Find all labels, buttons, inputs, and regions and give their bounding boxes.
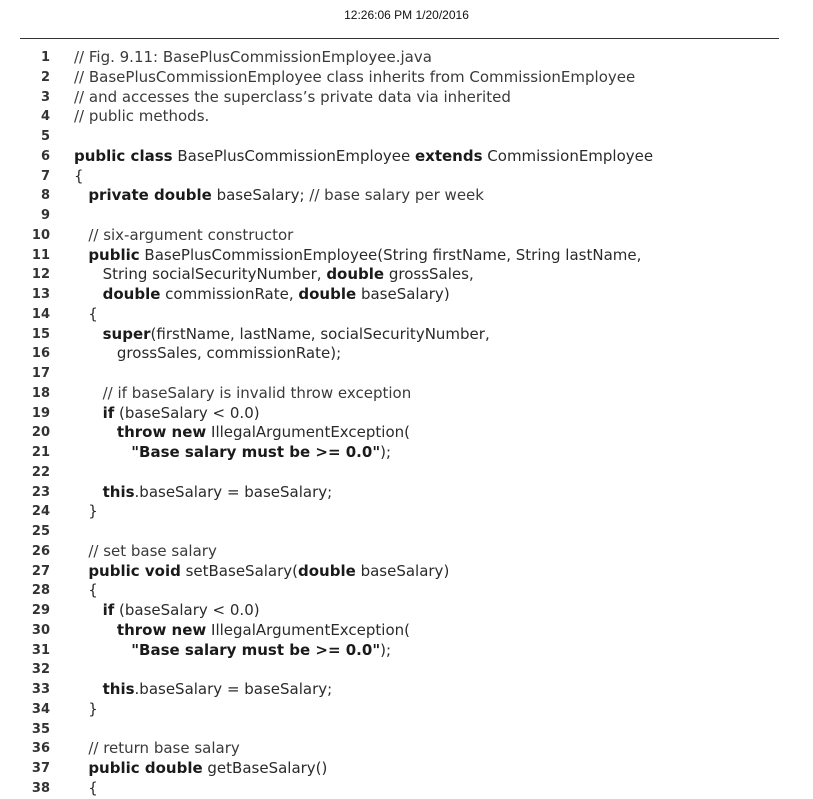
code-text [74,404,103,422]
code-text [74,226,88,244]
line-number: 22 [31,464,50,480]
page-timestamp: 12:26:06 PM 1/20/2016 [344,8,469,22]
line-code [74,542,217,562]
code-text: baseSalary) [356,285,450,303]
code-text: .baseSalary = baseSalary; [134,482,333,501]
code-text: { [74,166,84,185]
code-comment: // base salary per week [309,186,484,205]
line-number: 2 [40,69,50,85]
line-code [74,344,341,364]
code-line [0,680,813,700]
code-line [0,147,813,167]
code-text: ); [380,443,392,461]
code-text: .baseSalary = baseSalary; [134,680,333,698]
code-line [0,660,813,680]
line-number: 10 [31,227,50,243]
code-keyword: "Base salary must be >= 0.0" [131,443,381,461]
code-comment: // public methods. [74,107,210,126]
line-number: 6 [40,148,50,164]
line-code [74,226,293,246]
code-line [0,226,813,246]
line-code [74,562,449,582]
code-text: ); [380,640,392,659]
line-number: 18 [31,385,50,401]
line-code [74,601,260,621]
code-line [0,562,813,582]
code-text: } [74,502,98,521]
code-text: BasePlusCommissionEmployee(String firstName, String lastName, [139,245,642,264]
code-text [74,641,131,659]
code-text [74,325,103,343]
code-text: BasePlusCommissionEmployee [172,146,415,165]
code-line [0,265,813,285]
line-code [74,107,209,127]
code-comment: // Fig. 9.11: BasePlusCommissionEmployee.java [74,48,432,66]
line-number: 23 [31,484,50,500]
code-text [74,423,117,441]
code-keyword: public double [88,759,203,777]
code-text [74,443,131,461]
code-line [0,641,813,661]
code-text: setBaseSalary( [180,561,299,580]
line-code [74,502,98,522]
code-comment: // if baseSalary is invalid throw exception [102,383,412,402]
code-line [0,127,813,147]
code-keyword: if [102,403,115,422]
code-text: grossSales, commissionRate); [74,344,342,363]
code-keyword: double [298,285,357,303]
code-keyword: this [102,680,135,698]
code-line [0,186,813,206]
code-listing [0,48,813,799]
code-line [0,305,813,325]
code-keyword: public void [88,561,181,580]
line-number: 7 [40,168,50,184]
code-line [0,443,813,463]
code-text: (baseSalary < 0.0) [114,403,260,422]
code-line [0,581,813,601]
line-number: 3 [40,89,50,105]
code-text: baseSalary) [355,561,450,580]
code-line [0,601,813,621]
code-line [0,404,813,424]
line-code [74,265,474,285]
code-keyword: "Base salary must be >= 0.0" [131,640,381,659]
line-number: 12 [31,267,50,283]
line-number: 26 [31,543,50,559]
line-number: 25 [31,524,50,539]
line-number: 33 [31,682,50,697]
line-code [74,759,327,779]
code-text: IllegalArgumentException( [206,620,410,639]
code-line [0,107,813,127]
code-text: grossSales, [384,265,474,284]
code-text: (firstName, lastName, socialSecurityNumber, [150,324,490,343]
line-code [74,404,260,424]
code-text: CommissionEmployee [482,146,654,165]
line-number: 16 [31,346,50,362]
line-number: 15 [31,326,50,342]
line-code [74,700,98,720]
code-text: { [74,304,98,323]
line-code [74,186,484,206]
code-line [0,206,813,226]
code-text: { [74,778,98,797]
line-number: 8 [40,188,50,204]
code-keyword: super [102,324,151,343]
line-code [74,779,98,799]
line-number: 32 [31,662,50,678]
code-text [74,186,88,204]
code-text [74,759,88,777]
code-comment: // and accesses the superclass’s private data via inherited [74,87,511,106]
code-text: getBaseSalary() [202,759,328,777]
code-line [0,167,813,187]
line-number: 13 [31,287,50,302]
line-code [74,739,240,759]
header-divider [20,38,779,39]
line-code [74,88,511,108]
line-code [74,443,391,463]
code-line [0,621,813,641]
code-line [0,48,813,68]
code-text [74,601,103,619]
line-number: 14 [31,306,50,322]
code-line [0,739,813,759]
code-line [0,68,813,88]
code-keyword: double [102,285,161,303]
code-text: IllegalArgumentException( [206,423,410,442]
code-comment: // set base salary [88,541,217,560]
line-number: 37 [31,761,50,776]
code-keyword: throw new [116,423,207,442]
line-code [74,285,450,305]
code-line [0,246,813,266]
line-code [74,246,641,266]
code-text: } [74,699,98,718]
line-code [74,680,332,700]
code-keyword: extends [414,146,483,165]
line-number: 38 [31,780,50,796]
code-text [74,384,103,402]
line-number: 29 [31,603,50,618]
line-code [74,384,411,404]
code-text: { [74,581,98,600]
code-line [0,483,813,503]
code-line [0,759,813,779]
line-number: 27 [31,563,50,579]
code-line [0,542,813,562]
code-line [0,344,813,364]
line-code [74,581,98,601]
code-line [0,423,813,443]
line-number: 19 [31,405,50,421]
code-comment: // return base salary [88,739,240,758]
code-text: baseSalary; [211,186,310,205]
code-text [74,542,88,560]
code-keyword: public [88,245,140,264]
code-comment: // six-argument constructor [88,225,294,244]
line-number: 36 [31,741,50,757]
line-number: 5 [40,129,50,144]
line-code [74,483,332,503]
line-code [74,641,391,661]
code-text [74,739,88,757]
line-number: 34 [31,701,50,717]
code-line [0,700,813,720]
code-text: commissionRate, [160,285,299,303]
code-keyword: double [298,561,356,580]
line-code [74,621,410,641]
line-number: 4 [40,109,50,125]
code-text [74,680,103,698]
line-number: 20 [31,425,50,441]
line-code [74,48,432,68]
line-number: 30 [31,622,50,638]
code-line [0,779,813,799]
code-line [0,325,813,345]
code-keyword: throw new [116,620,207,639]
line-code [74,68,635,88]
code-keyword: private double [88,186,212,205]
code-line [0,285,813,305]
line-code [74,147,653,167]
code-text [74,483,103,501]
line-number: 21 [31,445,50,460]
code-text [74,285,103,303]
code-comment: // BasePlusCommissionEmployee class inherits from CommissionEmployee [74,67,636,86]
code-line [0,384,813,404]
code-text [74,246,88,264]
line-code [74,167,84,187]
line-code [74,325,490,345]
line-number: 31 [31,642,50,658]
line-code [74,423,410,443]
code-line [0,463,813,483]
line-number: 28 [31,583,50,599]
code-keyword: double [326,265,385,284]
line-number: 35 [31,721,50,737]
line-number: 11 [31,247,50,263]
line-number: 17 [31,366,50,381]
code-line [0,720,813,740]
code-line [0,88,813,108]
code-text [74,562,88,580]
code-keyword: public class [74,146,173,165]
code-keyword: this [102,482,135,501]
code-line [0,522,813,542]
code-text: String socialSecurityNumber, [74,265,327,284]
line-number: 9 [40,208,50,223]
code-text: (baseSalary < 0.0) [114,601,260,619]
code-line [0,364,813,384]
line-number: 1 [40,50,50,65]
code-text [74,621,117,639]
line-code [74,305,98,325]
code-line [0,502,813,522]
line-number: 24 [31,504,50,520]
code-keyword: if [102,601,115,619]
